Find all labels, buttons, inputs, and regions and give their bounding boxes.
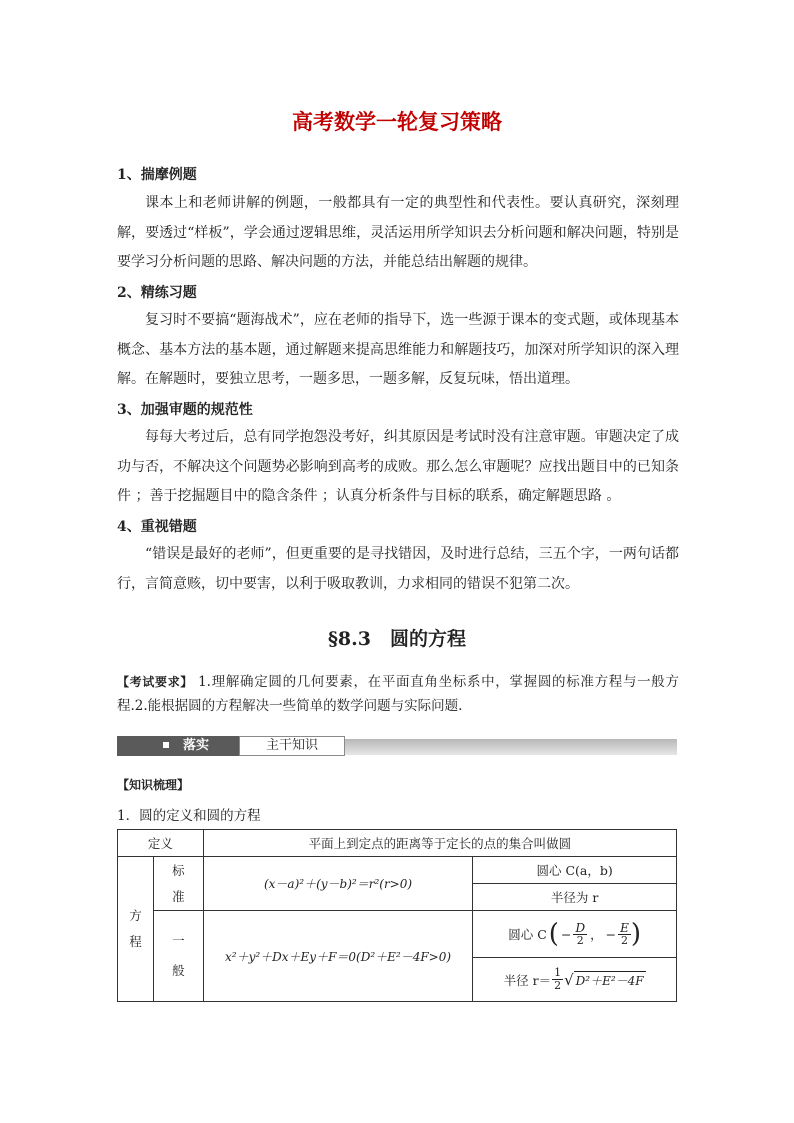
gen-radius-expr: D²＋E²－4F [574,971,646,989]
item-heading: 1．圆的定义和圆的方程 [117,808,261,824]
gen-center-e: E [620,920,629,935]
requirement-tag: 【考试要求】 [117,675,194,689]
gen-center-den-2: 2 [620,933,628,947]
section-heading-2: 2、精练习题 [117,285,197,301]
banner-left [117,736,239,756]
cell-gen-label [153,911,203,1002]
section-heading-4: 4、重视错题 [117,519,197,535]
chapter-title: §8.3 圆的方程 [328,628,466,650]
gen-label-2: 般 [172,963,185,978]
gen-radius-num: 1 [554,966,562,979]
knowledge-label: 【知识梳理】 [117,778,190,792]
document-title: 高考数学一轮复习策略 [292,109,502,134]
std-label-2: 准 [172,888,185,904]
right-paren-icon: ) [630,919,641,949]
cell-gen-equation: x²＋y²＋Dx＋Ey＋F＝0(D²＋E²－4F>0) [203,911,472,1002]
left-paren-icon: ( [548,919,559,949]
gen-center-den-1: 2 [576,933,584,947]
banner-left-label: 落实 [183,738,210,753]
circle-equation-table [117,829,677,1002]
exam-requirement [117,670,679,718]
section-banner [117,736,677,758]
section-body-4: “错误是最好的老师”，但更重要的是寻找错因，及时进行总结，三五个字，一两句话都行，言简意赅，切中要害，以利于吸取教训，力求相同的错误不犯第二次。 [117,546,679,592]
gen-radius-den: 2 [554,979,562,992]
gen-radius-prefix: 半径 r＝ [503,972,552,988]
section-body-2: 复习时不要搞“题海战术”，应在老师的指导下，选一些源于课本的变式题，或体现基本概念、基本方法的基本题，通过解题来提高思维能力和解题技巧，加深对所学知识的深入理解。在解题时，要独立思考，一题多思，一题多解，反复玩味，悟出道理。 [117,312,679,387]
requirement-text: 1.理解确定圆的几何要素，在平面直角坐标系中，掌握圆的标准方程与一般方程.2.能根据圆的方程解决一些简单的数学问题与实际问题. [117,674,679,714]
table-row-standard [118,857,677,884]
fraction-one-half [552,967,563,992]
sqrt-icon: √ [564,970,574,989]
cell-group-label [118,857,154,1002]
section-body-1: 课本上和老师讲解的例题，一般都具有一定的典型性和代表性。要认真研究，深刻理解，要透过“样板”，学会通过逻辑思维，灵活运用所学知识去分析问题和解决问题，特别是要学习分析问题的思路、解决问题的方法，并能总结出解题的规律。 [117,195,679,270]
section-heading-3: 3、加强审题的规范性 [117,402,253,418]
gen-center-prefix: 圆心 C [508,927,547,942]
square-bullet-icon [163,742,169,748]
table-row-definition [118,830,677,857]
cell-std-center: 圆心 C(a，b) [473,857,677,884]
group-label-1: 方 [129,908,142,923]
std-label-1: 标 [172,862,185,878]
table-row-general [118,911,677,958]
fraction-d-over-2 [573,922,587,947]
cell-std-radius: 半径为 r [473,884,677,911]
cell-std-label [153,857,203,911]
gen-label-1: 一 [172,933,185,948]
cell-std-equation: (x－a)²＋(y－b)²＝r²(r>0) [203,857,472,911]
fraction-e-over-2 [618,922,631,947]
section-heading-1: 1、揣摩例题 [117,167,197,183]
cell-gen-center: 圆心 C ( − $\frac{D}{2}$ ， − $\frac{E}{2}$ ) [473,911,677,958]
cell-def-text: 平面上到定点的距离等于定长的点的集合叫做圆 [203,830,676,857]
banner-right-label: 主干知识 [239,736,345,756]
cell-gen-radius [473,958,677,1002]
section-body-3: 每每大考过后，总有同学抱怨没考好，纠其原因是考试时没有注意审题。审题决定了成功与否，不解决这个问题势必影响到高考的成败。那么怎么审题呢？应找出题目中的已知条件 ；善于挖掘题目中的隐含条件 ；认真分析条件与目标的联系，确定解题思路 。 [117,429,679,504]
group-label-2: 程 [129,934,142,949]
cell-def-label: 定义 [118,830,204,857]
gen-center-d: D [575,920,586,935]
